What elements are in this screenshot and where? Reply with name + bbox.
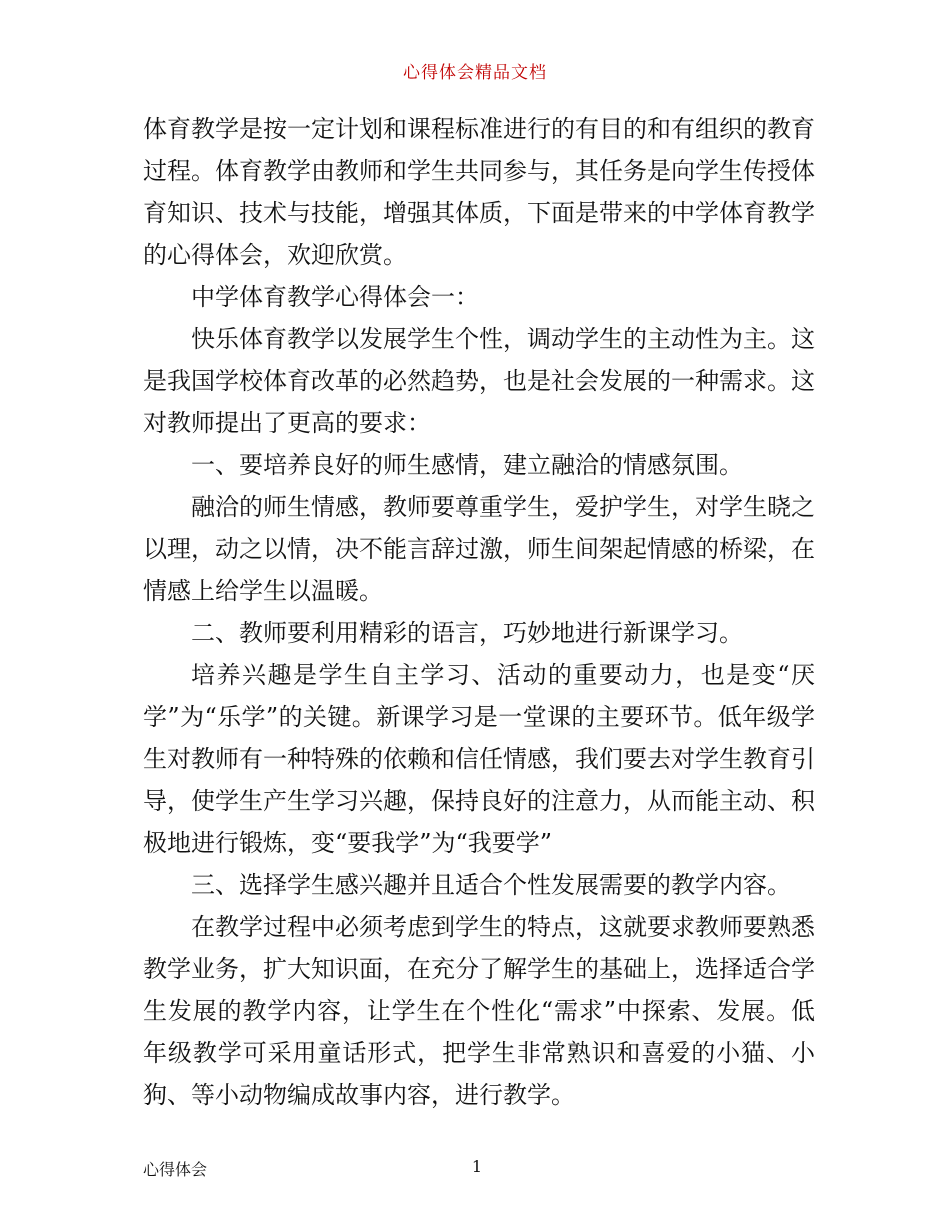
footer-label: 心得体会: [143, 1160, 208, 1179]
point-heading-3: 三、选择学生感兴趣并且适合个性发展需要的教学内容。: [191, 871, 791, 899]
page-number: 1: [471, 1157, 483, 1176]
body-paragraph: 融洽的师生情感，教师要尊重学生，爱护学生，对学生晓之以理，动之以情，决不能言辞过激，师生间架起情感的桥梁，在情感上给学生以温暖。: [143, 493, 815, 605]
body-paragraph: 培养兴趣是学生自主学习、活动的重要动力，也是变“厌学”为“乐学”的关键。新课学习是一堂课的主要环节。低年级学生对教师有一种特殊的依赖和信任情感，我们要去对学生教育引导，使学生产生学习兴趣，保持良好的注意力，从而能主动、积极地进行锻炼，变“要我学”为“我要学”: [143, 661, 815, 857]
body-paragraph: 在教学过程中必须考虑到学生的特点，这就要求教师要熟悉教学业务，扩大知识面，在充分了解学生的基础上，选择适合学生发展的教学内容，让学生在个性化“需求”中探索、发展。低年级教学可采用童话形式，把学生非常熟识和喜爱的小猫、小狗、等小动物编成故事内容，进行教学。: [143, 913, 815, 1109]
body-paragraph: 快乐体育教学以发展学生个性，调动学生的主动性为主。这是我国学校体育改革的必然趋势，也是社会发展的一种需求。这对教师提出了更高的要求：: [143, 325, 815, 437]
section-heading-1: 中学体育教学心得体会一：: [191, 283, 479, 311]
intro-paragraph: 体育教学是按一定计划和课程标准进行的有目的和有组织的教育过程。体育教学由教师和学生共同参与，其任务是向学生传授体育知识、技术与技能，增强其体质，下面是带来的中学体育教学的心得体会，欢迎欣赏。: [143, 115, 815, 269]
document-body: [143, 108, 815, 1116]
point-heading-2: 二、教师要利用精彩的语言，巧妙地进行新课学习。: [191, 619, 743, 647]
document-header: 心得体会精品文档: [403, 63, 547, 83]
point-heading-1: 一、要培养良好的师生感情，建立融洽的情感氛围。: [191, 451, 743, 479]
